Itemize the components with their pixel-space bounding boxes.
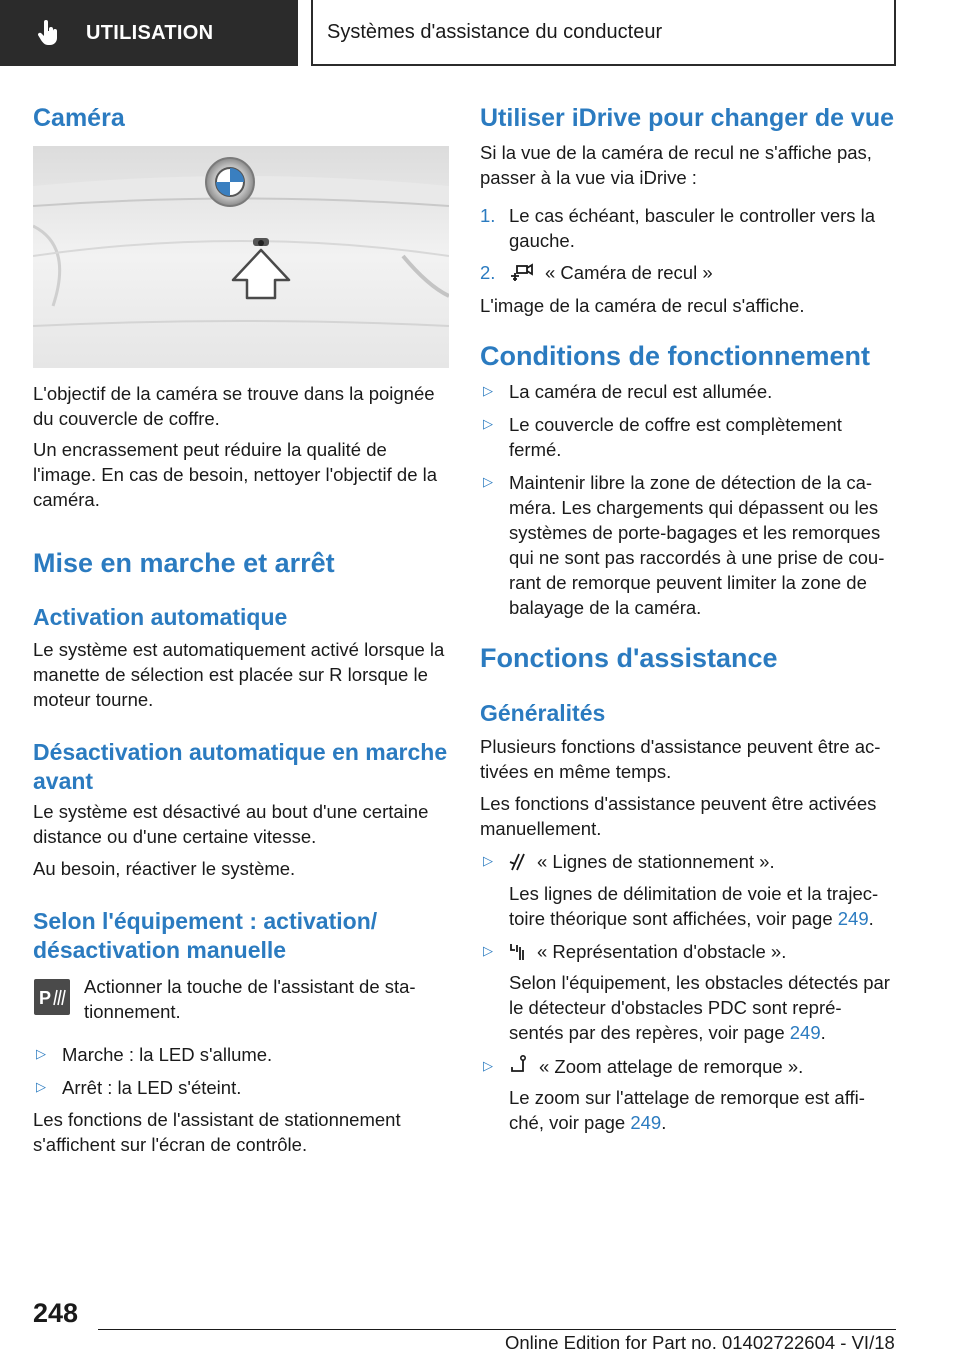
function-obstacle	[509, 939, 896, 964]
function-obstacle-label: « Représentation d'obstacle ».	[537, 941, 787, 962]
triangle-bullet-icon: ▷	[483, 943, 493, 958]
function-obstacle-text: Selon l'équipement, les obstacles détectés par le détecteur d'obstacles PDC sont repré-sentés par des repères, voir page	[509, 972, 890, 1043]
function-parking-lines-text: Les lignes de délimitation de voie et la trajec-toire théorique sont affichées, voir page	[509, 883, 879, 929]
paragraph-manual-functions: Les fonctions d'assistance peuvent être activées manuellement.	[480, 793, 877, 839]
function-trailer-zoom-desc: Le zoom sur l'attelage de remorque est affi-ché, voir page 249.	[509, 1087, 865, 1133]
function-parking-lines-label: « Lignes de stationnement ».	[537, 851, 775, 872]
condition-2: Le couvercle de coffre est complètement fermé.	[509, 414, 842, 460]
step-2	[509, 260, 896, 285]
chapter-tab	[311, 0, 896, 66]
heading-camera: Caméra	[33, 104, 125, 132]
heading-on-off: Mise en marche et arrêt	[33, 548, 335, 578]
hand-pointer-icon	[38, 20, 60, 46]
triangle-bullet-icon: ▷	[483, 474, 493, 489]
bullet-off: Arrêt : la LED s'éteint.	[62, 1077, 242, 1098]
svg-text:P: P	[39, 988, 52, 1008]
section-label: UTILISATION	[86, 21, 214, 44]
bullet-on: Marche : la LED s'allume.	[62, 1044, 273, 1065]
step-1: Le cas échéant, basculer le controller vers la gauche.	[509, 205, 876, 251]
condition-3: Maintenir libre la zone de détection de la ca-méra. Les chargements qui dépassent ou les systèmes de porte-bagages et les remorques qui ne sont pas raccordés à une prise de cou-rant de remorque peuvent limiter la zone de balayage de la caméra.	[509, 472, 885, 618]
paragraph-auto-activation: Le système est automatiquement activé lorsque la manette de sélection est placée sur R lorsque le moteur tourne.	[33, 639, 445, 710]
function-trailer-zoom-label: « Zoom attelage de remorque ».	[539, 1056, 804, 1077]
rear-camera-icon	[509, 263, 535, 283]
heading-idrive: Utiliser iDrive pour changer de vue	[480, 104, 895, 132]
triangle-bullet-icon: ▷	[483, 383, 493, 398]
heading-auto-deactivation: Désactivation automatique en marche avant	[33, 739, 448, 794]
obstacle-marking-icon	[509, 942, 527, 962]
triangle-bullet-icon: ▷	[483, 416, 493, 431]
paragraph-reactivate: Au besoin, réactiver le système.	[33, 858, 296, 879]
chapter-title: Systèmes d'assistance du conducteur	[327, 20, 663, 43]
function-obstacle-desc: Selon l'équipement, les obstacles détectés par le détecteur d'obstacles PDC sont repré-sentés par des repères, voir page 249.	[509, 972, 890, 1043]
page-header	[0, 0, 960, 66]
function-parking-lines	[509, 849, 896, 874]
page-link-249[interactable]: 249	[789, 1022, 821, 1043]
condition-1: La caméra de recul est allumée.	[509, 381, 773, 402]
page-link-249[interactable]: 249	[630, 1112, 662, 1133]
park-assist-button-icon	[33, 978, 71, 1016]
paragraph-auto-deactivation: Le système est désactivé au bout d'une certaine distance ou d'une certaine vitesse.	[33, 801, 429, 847]
parking-lines-icon	[509, 852, 527, 872]
paragraph-idrive-intro: Si la vue de la caméra de recul ne s'affiche pas, passer à la vue via iDrive :	[480, 142, 872, 188]
paragraph-lens-location: L'objectif de la caméra se trouve dans la poignée du couvercle de coffre.	[33, 383, 435, 429]
paragraph-display-functions: Les fonctions de l'assistant de stationnement s'affichent sur l'écran de contrôle.	[33, 1109, 401, 1155]
paragraph-image-shown: L'image de la caméra de recul s'affiche.	[480, 295, 805, 316]
step-2-label: « Caméra de recul »	[545, 262, 713, 283]
triangle-bullet-icon: ▷	[36, 1079, 46, 1094]
function-trailer-zoom	[509, 1054, 896, 1079]
heading-assist-functions: Fonctions d'assistance	[480, 643, 778, 673]
triangle-bullet-icon: ▷	[483, 1058, 493, 1073]
paragraph-press-button: Actionner la touche de l'assistant de sta-tionnement.	[84, 976, 416, 1022]
heading-general: Généralités	[480, 700, 606, 726]
rear-camera-photo	[33, 146, 449, 368]
paragraph-dirt-warning: Un encrassement peut réduire la qualité de l'image. En cas de besoin, nettoyer l'objectif de la caméra.	[33, 439, 438, 510]
page-link-249[interactable]: 249	[837, 908, 869, 929]
heading-conditions: Conditions de fonctionnement	[480, 341, 870, 371]
function-parking-lines-desc: Les lignes de délimitation de voie et la trajec-toire théorique sont affichées, voir page 249.	[509, 883, 879, 929]
triangle-bullet-icon: ▷	[483, 853, 493, 868]
heading-auto-activation: Activation automatique	[33, 604, 288, 630]
heading-manual-activation: Selon l'équipement : activation/ désactivation manuelle	[33, 908, 378, 963]
page-number: 248	[33, 1298, 79, 1328]
paragraph-multiple-functions: Plusieurs fonctions d'assistance peuvent être ac-tivées en même temps.	[480, 736, 881, 782]
trailer-hitch-icon	[509, 1055, 529, 1077]
triangle-bullet-icon: ▷	[36, 1046, 46, 1061]
footer-rule	[98, 1329, 896, 1330]
section-tab	[0, 0, 298, 66]
function-trailer-zoom-text: Le zoom sur l'attelage de remorque est affi-ché, voir page	[509, 1087, 865, 1133]
step-number: 2.	[480, 262, 496, 283]
step-number: 1.	[480, 205, 496, 226]
edition-note: Online Edition for Part no. 01402722604 - VI/18	[505, 1332, 895, 1353]
